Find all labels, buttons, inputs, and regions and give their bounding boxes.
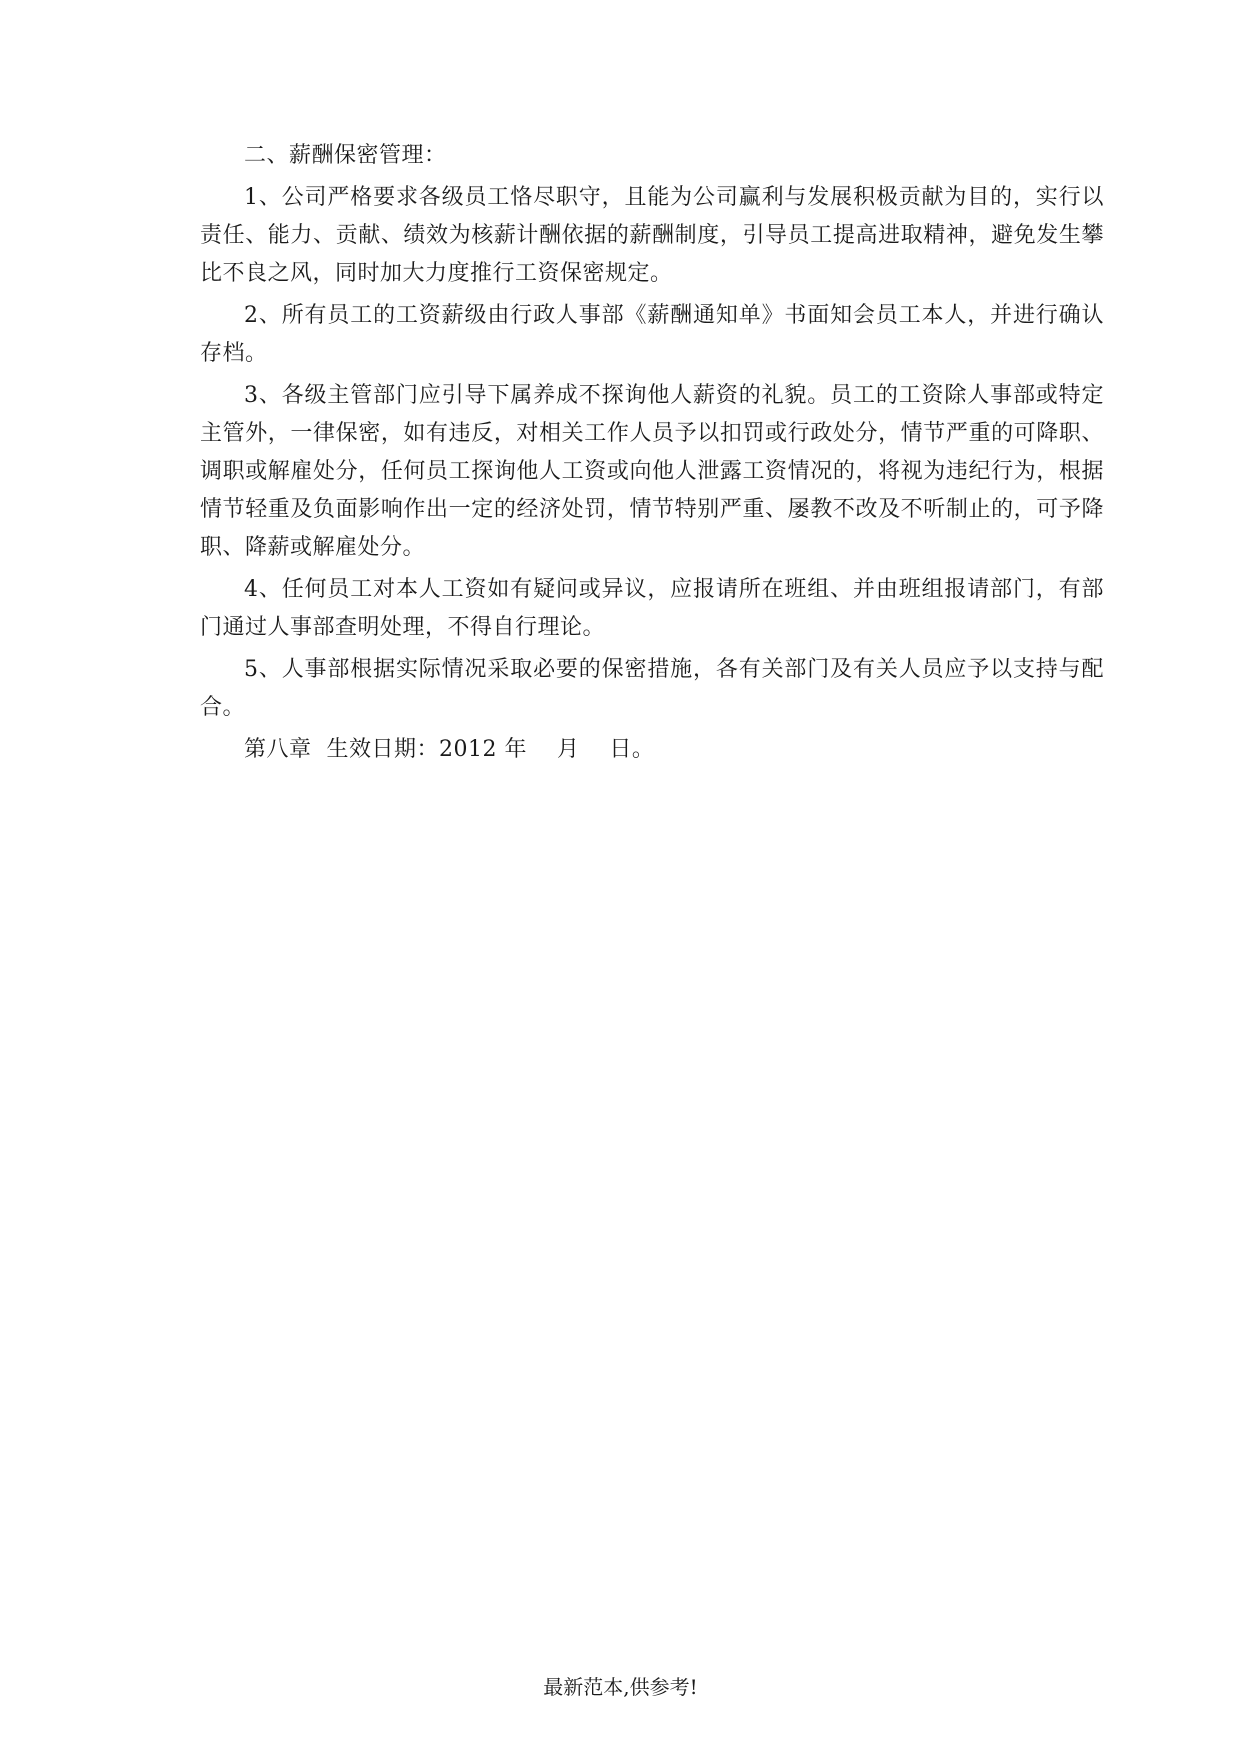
clause-4: 4、任何员工对本人工资如有疑问或异议，应报请所在班组、并由班组报请部门，有部门通过人事部查明处理，不得自行理论。 <box>200 577 1104 640</box>
clause-1: 1、公司严格要求各级员工恪尽职守，且能为公司赢利与发展积极贡献为目的，实行以责任、能力、贡献、绩效为核薪计酬依据的薪酬制度，引导员工提高进取精神，避免发生攀比不良之风，同时加大力度推行工资保密规定。 <box>200 185 1104 286</box>
effective-date: 第八章 生效日期：2012 年 月 日。 <box>244 737 655 762</box>
clause-2: 2、所有员工的工资薪级由行政人事部《薪酬通知单》书面知会员工本人，并进行确认存档。 <box>200 303 1104 366</box>
section-heading: 二、薪酬保密管理： <box>244 143 447 168</box>
footer-note: 最新范本,供参考! <box>543 1675 698 1699</box>
clause-5: 5、人事部根据实际情况采取必要的保密措施，各有关部门及有关人员应予以支持与配合。 <box>200 657 1104 720</box>
clause-3: 3、各级主管部门应引导下属养成不探询他人薪资的礼貌。员工的工资除人事部或特定主管外，一律保密，如有违反，对相关工作人员予以扣罚或行政处分，情节严重的可降职、调职或解雇处分，任何员工探询他人工资或向他人泄露工资情况的，将视为违纪行为，根据情节轻重及负面影响作出一定的经济处罚，情节特别严重、屡教不改及不听制止的，可予降职、降薪或解雇处分。 <box>200 383 1104 560</box>
document-body <box>200 137 1104 769</box>
